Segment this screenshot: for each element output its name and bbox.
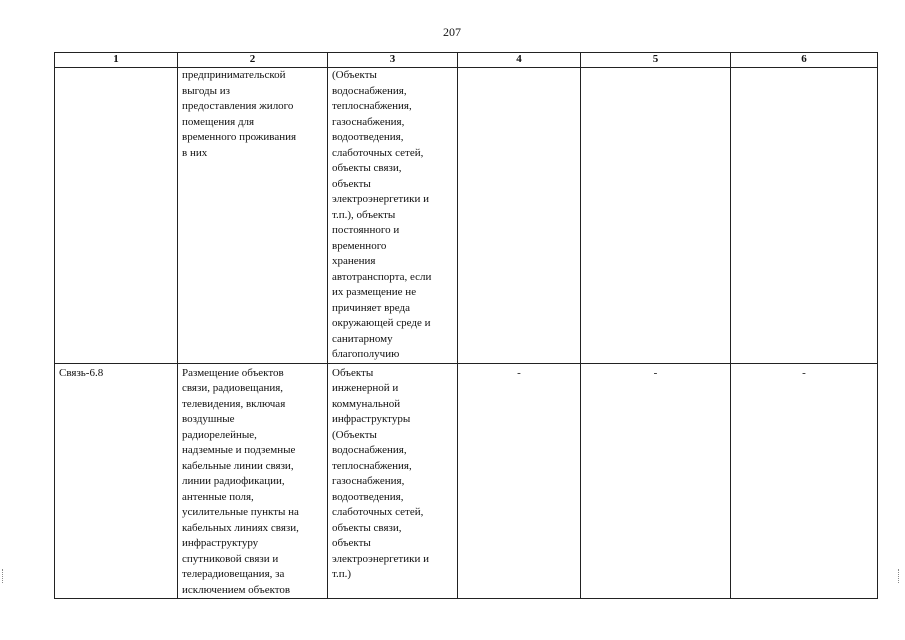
- zoning-table: [54, 52, 878, 599]
- column-header-2: 2: [178, 53, 328, 68]
- column-header-4: 4: [458, 53, 581, 68]
- scan-edge-mark-right: [898, 569, 901, 583]
- column-header-3: 3: [328, 53, 458, 68]
- column-header-1: 1: [55, 53, 178, 68]
- cell-col5: [581, 68, 731, 364]
- table-row: [55, 68, 878, 364]
- column-header-6: 6: [731, 53, 878, 68]
- cell-objects: (Объекты водоснабжения, теплоснабжения, газоснабжения, водоотведения, слаботочных сетей, объекты связи, объекты электроэнергетики и т.п.), объекты постоянного и временного хранения автотранспорта, если их размещение не причиняет вреда окружающей среде и санитарному благополучию: [328, 68, 458, 364]
- cell-code: Связь-6.8: [55, 363, 178, 599]
- cell-description: предпринимательской выгоды из предоставления жилого помещения для временного проживания в них: [178, 68, 328, 364]
- cell-description: Размещение объектов связи, радиовещания, телевидения, включая воздушные радиорелейные, надземные и подземные кабельные линии связи, линии радиофикации, антенные поля, усилительные пункты на кабельных линиях связи, инфраструктуру спутниковой связи и телерадиовещания, за исключением объектов: [178, 363, 328, 599]
- cell-code: [55, 68, 178, 364]
- cell-col5: -: [581, 363, 731, 599]
- cell-objects: Объекты инженерной и коммунальной инфраструктуры (Объекты водоснабжения, теплоснабжения, газоснабжения, водоотведения, слаботочных сетей, объекты связи, объекты электроэнергетики и т.п.): [328, 363, 458, 599]
- scan-edge-mark-left: [2, 569, 5, 583]
- cell-col4: -: [458, 363, 581, 599]
- cell-col6: [731, 68, 878, 364]
- page-number: 207: [443, 25, 461, 39]
- table-row: [55, 363, 878, 599]
- column-header-5: 5: [581, 53, 731, 68]
- table-header-row: [55, 53, 878, 68]
- cell-col6: -: [731, 363, 878, 599]
- cell-col4: [458, 68, 581, 364]
